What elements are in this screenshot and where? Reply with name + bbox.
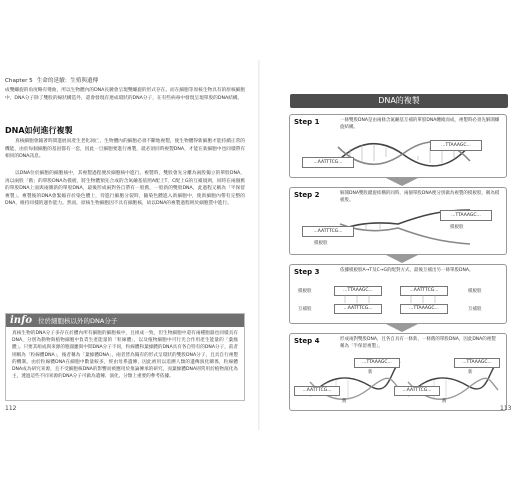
strand-box: ...AATTTCG... (302, 226, 354, 237)
step-2-label: Step 2 (294, 191, 320, 199)
step-4-panel (289, 333, 507, 411)
down-arrow-icon (384, 177, 420, 186)
info-title: 位於細胞核以外的DNA分子 (38, 317, 118, 325)
page-number-left: 112 (5, 405, 17, 412)
strand-box: ...TTAAAGC... (454, 358, 500, 368)
chapter-header (5, 76, 98, 84)
template-label: 模板股 (450, 225, 464, 230)
row-label: 互補股 (468, 307, 482, 312)
strand-box: ...TTAAAGC... (440, 210, 492, 221)
step-1-desc: 一條雙股DNA是由兩條含氮鹼基互補的單股DNA纏繞而成，複製時必須先解開螺旋結構。 (340, 118, 500, 130)
section-title: DNA如何進行複製 (5, 126, 73, 135)
chapter-title: 生命的延續：生殖與遺傳 (36, 78, 99, 84)
strand-box: ...AATTTCG... (294, 386, 340, 396)
step-2-desc: 解開DNA雙股鍵旋結構的同時，兩個單股DNA便分別做為複製的模板股，稱為模板股。 (340, 191, 500, 203)
new-old-label: 舊 (442, 399, 447, 404)
step-4-desc: 形成兩對雙股DNA，且各自具有一條新、一條舊的單股DNA，因此DNA的複製稱為「半保留複製」。 (340, 337, 496, 349)
step-3-panel (289, 264, 507, 324)
new-old-label: 新 (468, 370, 473, 375)
strand-box: ...AATTTCG... (302, 157, 354, 168)
pairing-lines-icon (290, 265, 506, 323)
template-label: 模板股 (314, 241, 328, 246)
info-tag: info (10, 315, 33, 326)
step-4-label: Step 4 (294, 337, 320, 345)
step-1-panel (289, 114, 507, 178)
row-label: 互補股 (298, 307, 312, 312)
step-1-label: Step 1 (294, 118, 320, 126)
strand-box: ...AATTTCG... (334, 304, 382, 314)
intro-paragraph: 成雙螺旋的角度略有彎曲，所以生物體內的DNA長鏈會呈現雙螺旋的形式存在。而在細胞等原核生物具有的原核細胞中，DNA分子除了雙股的線狀構造外，還會發現有連成環狀的DNA分子，在有些病毒中發現呈現單股的DNA結構。 (5, 88, 246, 101)
step-4-helices-icon (290, 334, 506, 410)
right-page (260, 0, 520, 500)
row-label: 模板股 (298, 289, 312, 294)
down-arrow-icon (384, 254, 420, 263)
step-3-desc: 依據模板股A→T及C→G的配對方式，最後互補出另一條單股DNA。 (340, 268, 474, 273)
new-old-label: 新 (368, 370, 373, 375)
strand-box: ...TTAAAGC... (430, 140, 482, 151)
strand-box: ...TTAAAGC... (334, 286, 382, 296)
row-label: 模板股 (468, 289, 482, 294)
info-header (6, 314, 244, 327)
paragraph-2: 以DNA位於細胞的細胞核中，其複製過程便於細胞核中進行。複製時，雙股會先分離為兩股獨立的單股DNA，再以兩股「舊」的單股DNA為模板，將生物體預先合成的含氮鹼基依照A配上T、C配上G的互補規則，同時在兩個舊的單股DNA上面與兩側新的單股DNA，最後形成兩對各自帶有一股舊，一股新的雙股DNA，此過程又稱為「半保留複製」。複製後的DNA會緊縮存於染色體上，待進行細胞分裂時，隨染色體進入新細胞中，使新細胞內帶有完整的DNA，維持同樣的運作能力。然而，原核生物細胞因不具有細胞核，故以DNA的複製過程則於細胞質中進行。 (5, 171, 245, 206)
diagram-title: DNA的複製 (378, 96, 420, 105)
paragraph-1: 真核細胞會隨著時間進展而產生老化凋亡，生物體內的細胞必須不斷地複製，使生物體得新細胞才能持續正常的機能，由於每個細胞的基因都有一套，因此一旦細胞要進行複製，就必須同時複製DNA，才能在新細胞中也同樣帶有相同的DNA訊息。 (5, 139, 246, 159)
chapter-number: Chapter 5 (5, 78, 33, 84)
info-box (5, 313, 245, 401)
strand-box: ...TTAAAGC... (400, 304, 448, 314)
info-text: 真核生物的DNA分子多存在於體內所有細胞的細胞核中，且組成一致，但生物細胞中還有兩種胞器也同樣具有DNA，分別為動物與植物細胞中負責生產能量的「粒線體」，以及植物細胞中可行光合作用產生能量的「葉綠體」。只要其組成與來源的胞器雖與中間DNA分子不同，粒線體和葉綠體的DNA具有各自特有的DNA分子，前者則稱為「粒線體DNA」，後者稱為「葉綠體DNA」，兩者皆為獨有的形式呈環狀的雙股DNA分子，且具自行複製的機制。由於粒線體DNA在細胞中數量較多，經由母系遺傳，因此被用以追溯人類的遺傳演化關係，粒線體DNA成為研究來源，且不受細胞核DNA的影響而被應用於推論傳承的研究，而葉綠體DNA則常用於植物演化為主，透過這些不同來源的DNA分子可做為遺傳、演化、分類上重要的參考依據。 (12, 331, 238, 380)
step-3-label: Step 3 (294, 268, 320, 276)
page-number-right: 113 (500, 405, 512, 412)
step-2-panel (289, 187, 507, 255)
strand-box: ...TTAAAGC... (354, 358, 400, 368)
strand-box: ...AATTTCG... (394, 386, 440, 396)
diagram-title-bar (290, 94, 508, 108)
strand-box: ...AATTTCG... (400, 286, 448, 296)
down-arrow-icon (384, 323, 420, 332)
new-old-label: 舊 (342, 399, 347, 404)
